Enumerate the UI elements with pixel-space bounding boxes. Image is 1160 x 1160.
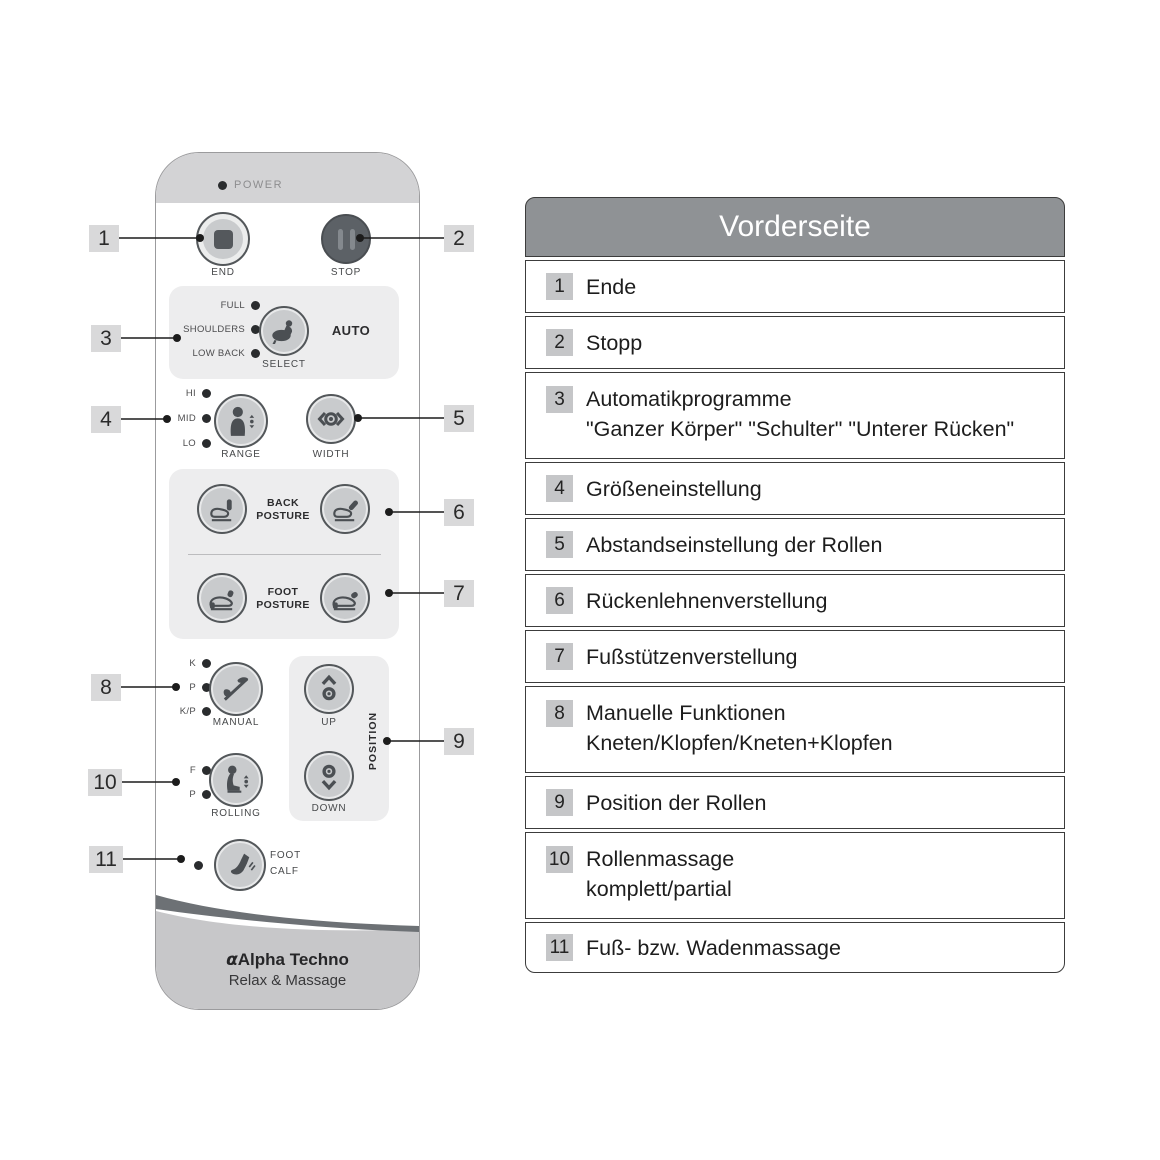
back-posture-label-1: BACK xyxy=(267,497,299,509)
power-led xyxy=(218,181,227,190)
row-number-badge: 5 xyxy=(546,531,573,558)
row-number-badge: 8 xyxy=(546,700,573,727)
range-label: RANGE xyxy=(221,449,261,460)
foot-posture-label-1: FOOT xyxy=(267,586,299,598)
table-row-9 xyxy=(525,776,1065,829)
callout-1: 1 xyxy=(89,225,119,252)
row-text: Fußstützenverstellung xyxy=(586,644,798,669)
select-label: SELECT xyxy=(262,359,306,370)
table-row-5 xyxy=(525,518,1065,571)
led-label-shoulders: SHOULDERS xyxy=(183,324,245,335)
row-text: Position der Rollen xyxy=(586,790,767,815)
table-title: Vorderseite xyxy=(719,210,871,243)
power-label: POWER xyxy=(234,179,284,191)
pause-icon xyxy=(338,229,343,250)
hi-led xyxy=(202,389,211,398)
table-header xyxy=(525,197,1065,257)
manual-button[interactable] xyxy=(209,662,263,716)
row-number-badge: 4 xyxy=(546,475,573,502)
full-led xyxy=(251,301,260,310)
callout-11: 11 xyxy=(89,846,123,873)
manual-label: MANUAL xyxy=(212,717,260,728)
callout-10: 10 xyxy=(88,769,122,796)
row-text: Automatikprogramme xyxy=(586,387,792,411)
end-button[interactable] xyxy=(196,212,250,266)
backrest-reclined-icon xyxy=(330,494,361,525)
position-up-button[interactable] xyxy=(304,664,354,714)
k-led xyxy=(202,659,211,668)
table-row-6 xyxy=(525,574,1065,627)
row-text: Rollenmassage xyxy=(586,847,735,871)
row-number-badge: 9 xyxy=(546,789,573,816)
row-text: Stopp xyxy=(586,330,643,355)
table-row-8 xyxy=(525,686,1065,773)
row-number-badge: 2 xyxy=(546,329,573,356)
row-text: Manuelle Funktionen xyxy=(586,701,786,725)
position-down-button[interactable] xyxy=(304,751,354,801)
width-arrows-icon xyxy=(315,403,347,435)
alpha-logo-icon: α xyxy=(226,950,238,970)
auto-label: AUTO xyxy=(331,323,371,338)
legend-table xyxy=(525,197,1065,973)
back-posture-label-2: POSTURE xyxy=(256,510,310,522)
mid-led xyxy=(202,414,211,423)
footrest-down-icon xyxy=(330,583,361,614)
position-panel xyxy=(289,656,389,821)
down-icon xyxy=(314,761,344,791)
lo-led xyxy=(202,439,211,448)
table-row-7 xyxy=(525,630,1065,683)
row-text: komplett/partial xyxy=(586,877,732,901)
table-row-2 xyxy=(525,316,1065,369)
row-number-badge: 11 xyxy=(546,934,573,961)
callout-6: 6 xyxy=(444,499,474,526)
led-label-mid: MID xyxy=(177,413,196,424)
width-button[interactable] xyxy=(306,394,356,444)
position-label: POSITION xyxy=(367,711,379,771)
up-icon xyxy=(314,674,344,704)
led-label-lo: LO xyxy=(182,438,196,449)
rolling-label: ROLLING xyxy=(211,808,261,819)
table-row-3 xyxy=(525,372,1065,459)
row-text: Ende xyxy=(586,274,637,299)
auto-panel xyxy=(169,286,399,379)
range-button[interactable] xyxy=(214,394,268,448)
row-text: Größeneinstellung xyxy=(586,476,762,501)
led-label-lowback: LOW BACK xyxy=(192,348,245,359)
row-text: Fuß- bzw. Wadenmassage xyxy=(586,935,841,960)
row-number-badge: 1 xyxy=(546,273,573,300)
table-row-11 xyxy=(525,922,1065,973)
led-label-f: F xyxy=(189,765,196,776)
row-number-badge: 6 xyxy=(546,587,573,614)
stop-label: STOP xyxy=(330,267,362,278)
posture-divider xyxy=(188,554,381,555)
row-number-badge: 7 xyxy=(546,643,573,670)
posture-panel xyxy=(169,469,399,639)
foot-posture-label-2: POSTURE xyxy=(256,599,310,611)
end-label: END xyxy=(211,267,235,278)
select-button[interactable] xyxy=(259,306,309,356)
table-row-4 xyxy=(525,462,1065,515)
power-band xyxy=(156,153,419,203)
brand-tagline: Relax & Massage xyxy=(228,972,347,989)
brand-name: αAlpha Techno xyxy=(226,950,349,970)
row-text: Abstandseinstellung der Rollen xyxy=(586,532,883,557)
up-label: UP xyxy=(321,717,337,728)
led-label-hi: HI xyxy=(185,388,196,399)
rolling-person-icon xyxy=(219,763,253,797)
callout-2: 2 xyxy=(444,225,474,252)
callout-8: 8 xyxy=(91,674,121,701)
led-label-p2: P xyxy=(189,789,196,800)
knead-tap-icon xyxy=(219,672,253,706)
led-label-full: FULL xyxy=(220,300,245,311)
massage-chair-icon xyxy=(268,315,300,347)
row-number-badge: 10 xyxy=(546,846,573,873)
callout-5: 5 xyxy=(444,405,474,432)
lowback-led xyxy=(251,349,260,358)
kp-led xyxy=(202,707,211,716)
row-text: Kneten/Klopfen/Kneten+Klopfen xyxy=(586,731,893,755)
stop-button[interactable] xyxy=(321,214,371,264)
remote-control xyxy=(155,152,420,1010)
table-row-1 xyxy=(525,260,1065,313)
callout-3: 3 xyxy=(91,325,121,352)
calf-label: CALF xyxy=(270,866,299,877)
rolling-button[interactable] xyxy=(209,753,263,807)
led-label-k: K xyxy=(189,658,196,669)
led-label-p: P xyxy=(189,682,196,693)
callout-4: 4 xyxy=(91,406,121,433)
brand-block xyxy=(156,949,419,991)
p2-led xyxy=(202,790,211,799)
callout-9: 9 xyxy=(444,728,474,755)
row-number-badge: 3 xyxy=(546,386,573,413)
down-label: DOWN xyxy=(311,803,347,814)
table-row-10 xyxy=(525,832,1065,919)
end-square-icon xyxy=(214,230,233,249)
callout-7: 7 xyxy=(444,580,474,607)
foot-label: FOOT xyxy=(270,850,301,861)
row-text: "Ganzer Körper" "Schulter" "Unterer Rücken" xyxy=(586,417,1015,441)
row-text: Rückenlehnenverstellung xyxy=(586,588,828,613)
body-range-icon xyxy=(224,404,258,438)
led-label-kp: K/P xyxy=(179,706,196,717)
width-label: WIDTH xyxy=(312,449,350,460)
